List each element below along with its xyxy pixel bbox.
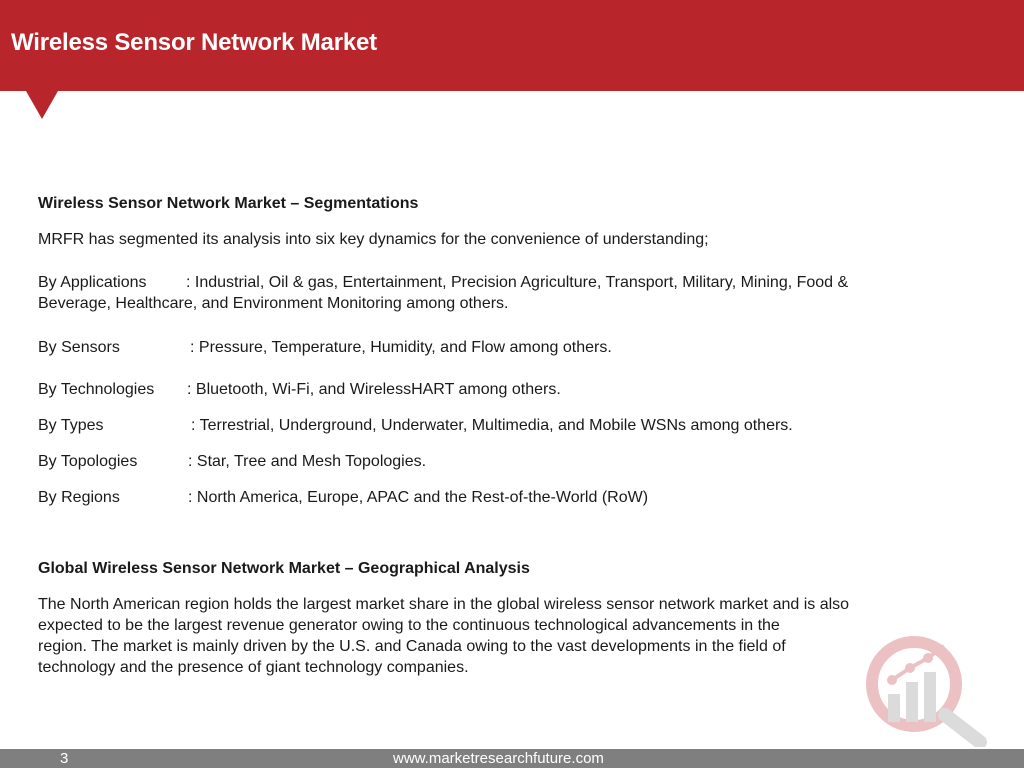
geo-line: technology and the presence of giant technology companies. <box>38 659 469 676</box>
segment-value: : Bluetooth, Wi-Fi, and WirelessHART among others. <box>187 381 561 398</box>
segment-value: : Terrestrial, Underground, Underwater, Multimedia, and Mobile WSNs among others. <box>191 417 793 434</box>
header-notch <box>26 91 58 119</box>
segment-value-cont: Beverage, Healthcare, and Environment Monitoring among others. <box>38 295 509 312</box>
slide-title: Wireless Sensor Network Market <box>11 29 377 56</box>
segment-value: : North America, Europe, APAC and the Rest-of-the-World (RoW) <box>188 489 649 506</box>
segment-label: By Technologies <box>38 381 155 398</box>
segment-label: By Applications <box>38 274 147 291</box>
segment-label: By Types <box>38 417 104 434</box>
geo-line: expected to be the largest revenue generator owing to the continuous technological advancements in the <box>38 617 780 634</box>
segment-value: : Star, Tree and Mesh Topologies. <box>188 453 427 470</box>
page-number: 3 <box>60 750 69 767</box>
segment-label: By Sensors <box>38 339 120 356</box>
geo-paragraph <box>38 594 968 678</box>
segment-label: By Regions <box>38 489 120 506</box>
geo-line: The North American region holds the largest market share in the global wireless sensor network market and is also <box>38 596 850 613</box>
segment-label: By Topologies <box>38 453 138 470</box>
footer-url: www.marketresearchfuture.com <box>393 750 604 767</box>
header-bar <box>0 0 1024 91</box>
segment-value: : Pressure, Temperature, Humidity, and Flow among others. <box>190 339 612 356</box>
geo-line: region. The market is mainly driven by the U.S. and Canada owing to the vast developments in the field of <box>38 638 786 655</box>
geo-heading: Global Wireless Sensor Network Market – Geographical Analysis <box>38 560 530 577</box>
segmentation-intro: MRFR has segmented its analysis into six key dynamics for the convenience of understanding; <box>38 231 709 248</box>
footer-bar <box>0 749 1024 768</box>
magnifier-chart-logo-icon <box>862 632 992 747</box>
segmentation-heading: Wireless Sensor Network Market – Segmentations <box>38 195 419 212</box>
segment-value: : Industrial, Oil & gas, Entertainment, Precision Agriculture, Transport, Military, Mining, Food & <box>186 274 849 291</box>
